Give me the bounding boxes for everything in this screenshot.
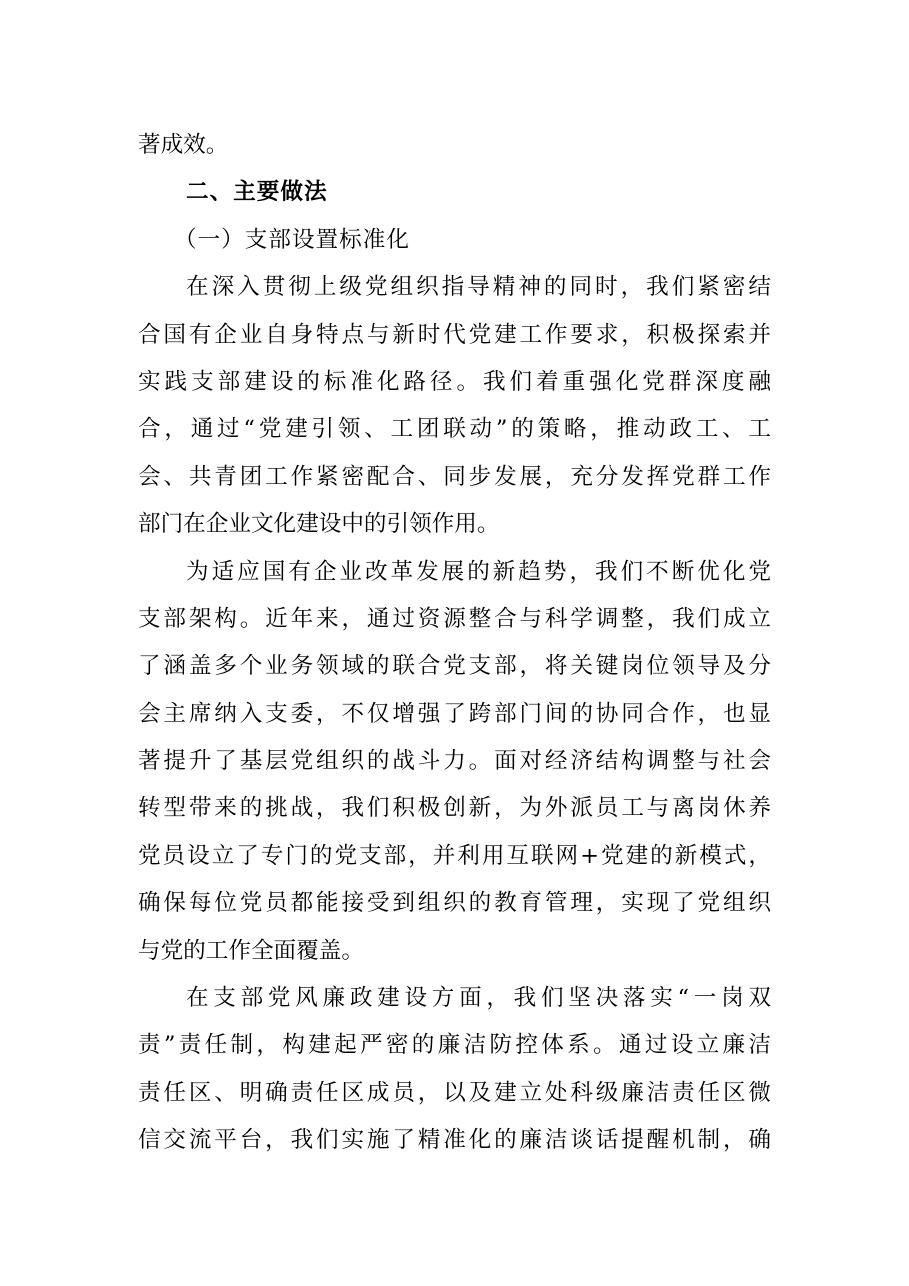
document-page [138, 122, 771, 1165]
paragraph-line: 信交流平台，我们实施了精准化的廉洁谈话提醒机制，确 [138, 1127, 771, 1154]
paragraph-line: 会、共青团工作紧密配合、同步发展，充分发挥党群工作 [138, 463, 771, 490]
paragraph-line: 在支部党风廉政建设方面，我们坚决落实“一岗双 [186, 985, 771, 1012]
paragraph-line: 确保每位党员都能接受到组织的教育管理，实现了党组织 [138, 890, 771, 917]
paragraph-line: 支部架构。近年来，通过资源整合与科学调整，我们成立 [138, 605, 771, 632]
subsection-heading: （一）支部设置标准化 [174, 226, 410, 253]
paragraph-line: 实践支部建设的标准化路径。我们着重强化党群深度融 [138, 368, 771, 395]
paragraph-line: 责”责任制，构建起严密的廉洁防控体系。通过设立廉洁 [138, 1032, 771, 1059]
paragraph-line: 著提升了基层党组织的战斗力。面对经济结构调整与社会 [138, 748, 771, 775]
paragraph-line: 会主席纳入支委，不仅增强了跨部门间的协同合作，也显 [138, 700, 771, 727]
paragraph-line: 在深入贯彻上级党组织指导精神的同时，我们紧密结 [186, 274, 771, 301]
paragraph-line: 合，通过“党建引领、工团联动”的策略，推动政工、工 [138, 416, 771, 443]
paragraph-line: 党员设立了专门的党支部，并利用互联网+党建的新模式， [138, 842, 771, 869]
paragraph-tail: 著成效。 [138, 132, 229, 158]
paragraph-line: 转型带来的挑战，我们积极创新，为外派员工与离岗休养 [138, 795, 771, 822]
paragraph-line: 责任区、明确责任区成员，以及建立处科级廉洁责任区微 [138, 1079, 771, 1106]
paragraph-line: 合国有企业自身特点与新时代党建工作要求，积极探索并 [138, 321, 771, 348]
paragraph-line: 了涵盖多个业务领域的联合党支部，将关键岗位领导及分 [138, 653, 771, 680]
paragraph-line: 为适应国有企业改革发展的新趋势，我们不断优化党 [186, 558, 771, 585]
section-heading: 二、主要做法 [186, 179, 328, 206]
paragraph-line: 与党的工作全面覆盖。 [138, 937, 364, 964]
paragraph-line: 部门在企业文化建设中的引领作用。 [138, 511, 500, 538]
